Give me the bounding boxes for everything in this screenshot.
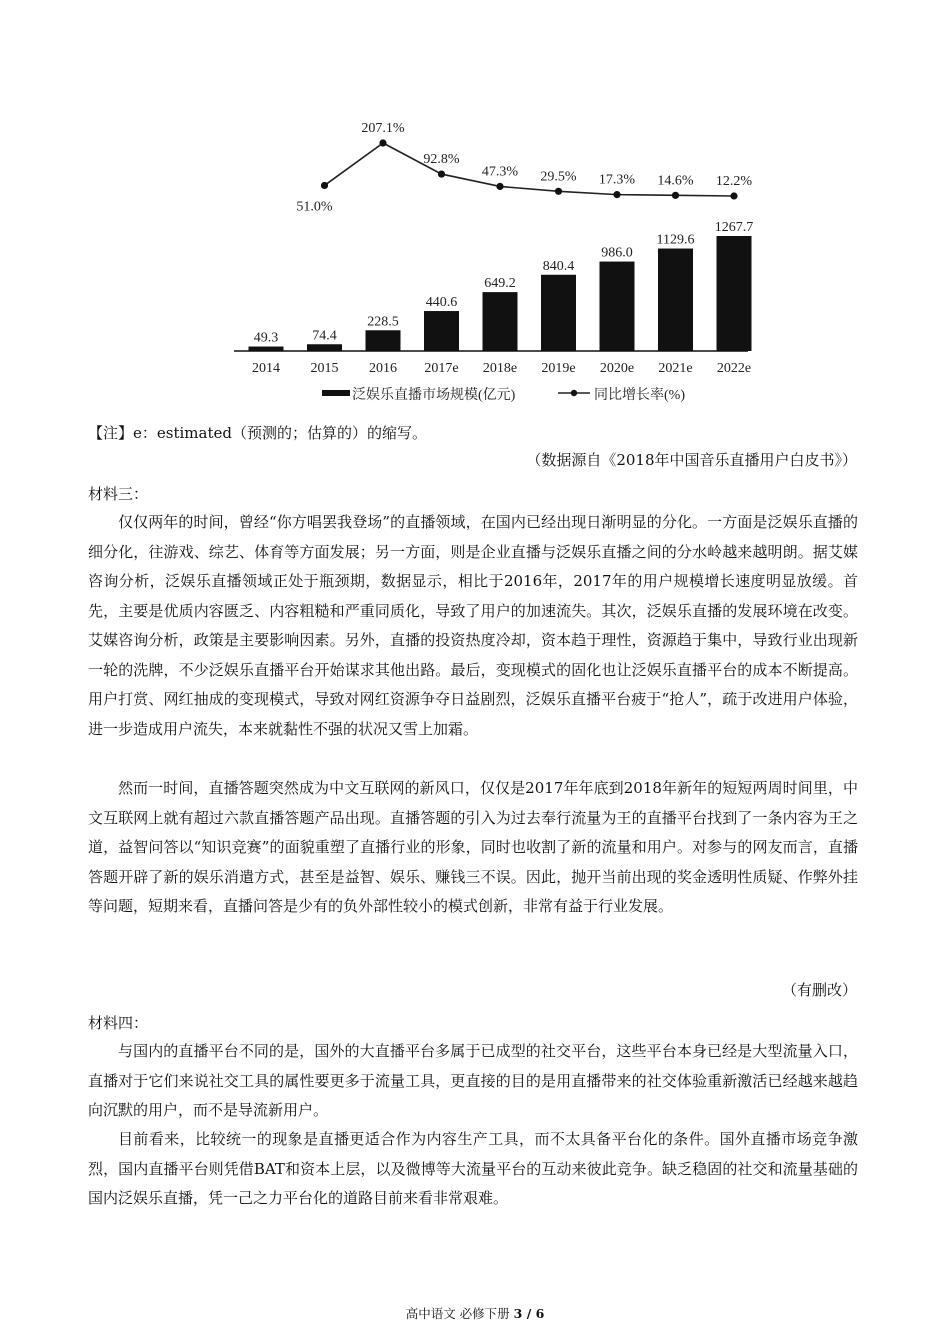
bar-label-2017e: 440.6	[425, 295, 458, 311]
line-point-2021e	[672, 192, 679, 199]
line-label-2021e: 14.6%	[657, 173, 694, 189]
line-label-2020e: 17.3%	[598, 172, 636, 188]
x-tick-2016: 2016	[369, 361, 397, 376]
material-3-title: 材料三：	[88, 485, 149, 503]
line-point-2020e	[613, 191, 620, 198]
bar-label-2020e: 986.0	[601, 245, 633, 261]
line-label-2017e: 92.8%	[423, 152, 460, 168]
legend-bar-swatch	[322, 390, 350, 396]
bar-2019e	[541, 275, 576, 351]
page-footer	[0, 1304, 950, 1324]
legend-line-label: 同比增长率(%)	[594, 388, 685, 403]
line-label-2022e: 12.2%	[715, 174, 753, 189]
material-4-paragraph-2: 目前看来，比较统一的现象是直播更适合作为内容生产工具，而不太具备平台化的条件。国外直播市场竞争激烈，国内直播平台则凭借BAT和资本上层，以及微博等大流量平台的互动来彼此竞争。缺乏稳固的社交和流量基础的国内泛娱乐直播，凭一己之力平台化的道路目前来看非常艰难。	[88, 1130, 858, 1207]
legend-line-marker	[571, 390, 577, 396]
footer-book-title: 高中语文 必修下册	[405, 1306, 514, 1321]
bar-2017e	[424, 311, 459, 351]
line-label-2015: 51.0%	[296, 199, 333, 215]
x-tick-2015: 2015	[310, 361, 339, 376]
x-tick-2014: 2014	[252, 361, 280, 376]
line-series	[321, 139, 738, 199]
bar-label-2019e: 840.4	[542, 258, 575, 274]
bar-2022e	[717, 236, 752, 351]
bar-2020e	[600, 262, 635, 351]
material-3-paragraph-2: 然而一时间，直播答题突然成为中文互联网的新风口，仅仅是2017年年底到2018年新年的短短两周时间里，中文互联网上就有超过六款直播答题产品出现。直播答题的引入为过去奉行流量为王的直播平台找到了一条内容为王之道，益智问答以“知识竞赛”的面貌重塑了直播行业的形象，同时也收割了新的流量和用户。对参与的网友而言，直播答题开辟了新的娱乐消遣方式，甚至是益智、娱乐、赚钱三不误。因此，抛开当前出现的奖金透明性质疑、作弊外挂等问题，短期来看，直播问答是少有的负外部性较小的模式创新，非常有益于行业发展。	[88, 779, 858, 915]
x-tick-2018e: 2018e	[482, 361, 518, 376]
bar-label-2015: 74.4	[312, 328, 337, 344]
line-label-2016: 207.1%	[361, 121, 405, 136]
bar-label-2018e: 649.2	[484, 276, 516, 292]
x-tick-2022e: 2022e	[716, 361, 752, 376]
chart-note: 【注】e：estimated（预测的；估算的）的缩写。	[88, 424, 427, 442]
x-tick-2021e: 2021e	[658, 361, 693, 376]
edited-note: （有删改）	[781, 981, 857, 999]
bar-2021e	[658, 249, 693, 351]
line-point-2015	[321, 182, 328, 189]
x-tick-2017e: 2017e	[424, 361, 459, 376]
line-label-2019e: 29.5%	[540, 169, 577, 185]
x-tick-2019e: 2019e	[541, 361, 576, 376]
line-point-2022e	[730, 192, 737, 199]
legend	[322, 386, 685, 403]
line-point-2016	[379, 139, 386, 146]
bar-label-2022e: 1267.7	[714, 220, 754, 235]
page-number: 3 / 6	[513, 1306, 545, 1321]
bar-2018e	[483, 292, 518, 351]
line-value-labels	[296, 121, 752, 214]
bar-2015	[307, 344, 342, 351]
legend-bar-label: 泛娱乐直播市场规模(亿元)	[352, 388, 516, 403]
bar-label-2014: 49.3	[253, 330, 279, 346]
line-point-2017e	[438, 170, 445, 177]
material-3-paragraph-1: 仅仅两年的时间，曾经“你方唱罢我登场”的直播领域，在国内已经出现日渐明显的分化。一方面是泛娱乐直播的细分化，往游戏、综艺、体育等方面发展；另一方面，则是企业直播与泛娱乐直播之间的分水岭越来越明朗。据艾媒咨询分析，泛娱乐直播领域正处于瓶颈期，数据显示，相比于2016年，2017年的用户规模增长速度明显放缓。首先，主要是优质内容匮乏、内容粗糙和严重同质化，导致了用户的加速流失。其次，泛娱乐直播的发展环境在改变。艾媒咨询分析，政策是主要影响因素。另外，直播的投资热度冷却，资本趋于理性，资源趋于集中，导致行业出现新一轮的洗牌，不少泛娱乐直播平台开始谋求其他出路。最后，变现模式的固化也让泛娱乐直播平台的成本不断提高。用户打赏、网红抽成的变现模式，导致对网红资源争夺日益剧烈，泛娱乐直播平台疲于“抢人”，疏于改进用户体验，进一步造成用户流失，本来就黏性不强的状况又雪上加霜。	[88, 513, 858, 738]
material-4-title: 材料四：	[88, 1014, 149, 1032]
line-point-2018e	[496, 183, 503, 190]
line-point-2019e	[555, 188, 562, 195]
bar-2016	[366, 330, 401, 351]
data-source: （数据源自《2018年中国音乐直播用户白皮书》）	[526, 451, 857, 469]
bar-label-2021e: 1129.6	[656, 232, 695, 248]
market-size-chart	[0, 0, 950, 415]
x-tick-labels	[252, 361, 751, 376]
x-tick-2020e: 2020e	[599, 361, 635, 376]
bar-label-2016: 228.5	[367, 314, 399, 330]
material-4-paragraph-1: 与国内的直播平台不同的是，国外的大直播平台多属于已成型的社交平台，这些平台本身已经是大型流量入口，直播对于它们来说社交工具的属性要更多于流量工具，更直接的目的是用直播带来的社交体验重新激活已经越来越趋向沉默的用户，而不是导流新用户。	[88, 1042, 858, 1119]
line-label-2018e: 47.3%	[481, 164, 519, 180]
